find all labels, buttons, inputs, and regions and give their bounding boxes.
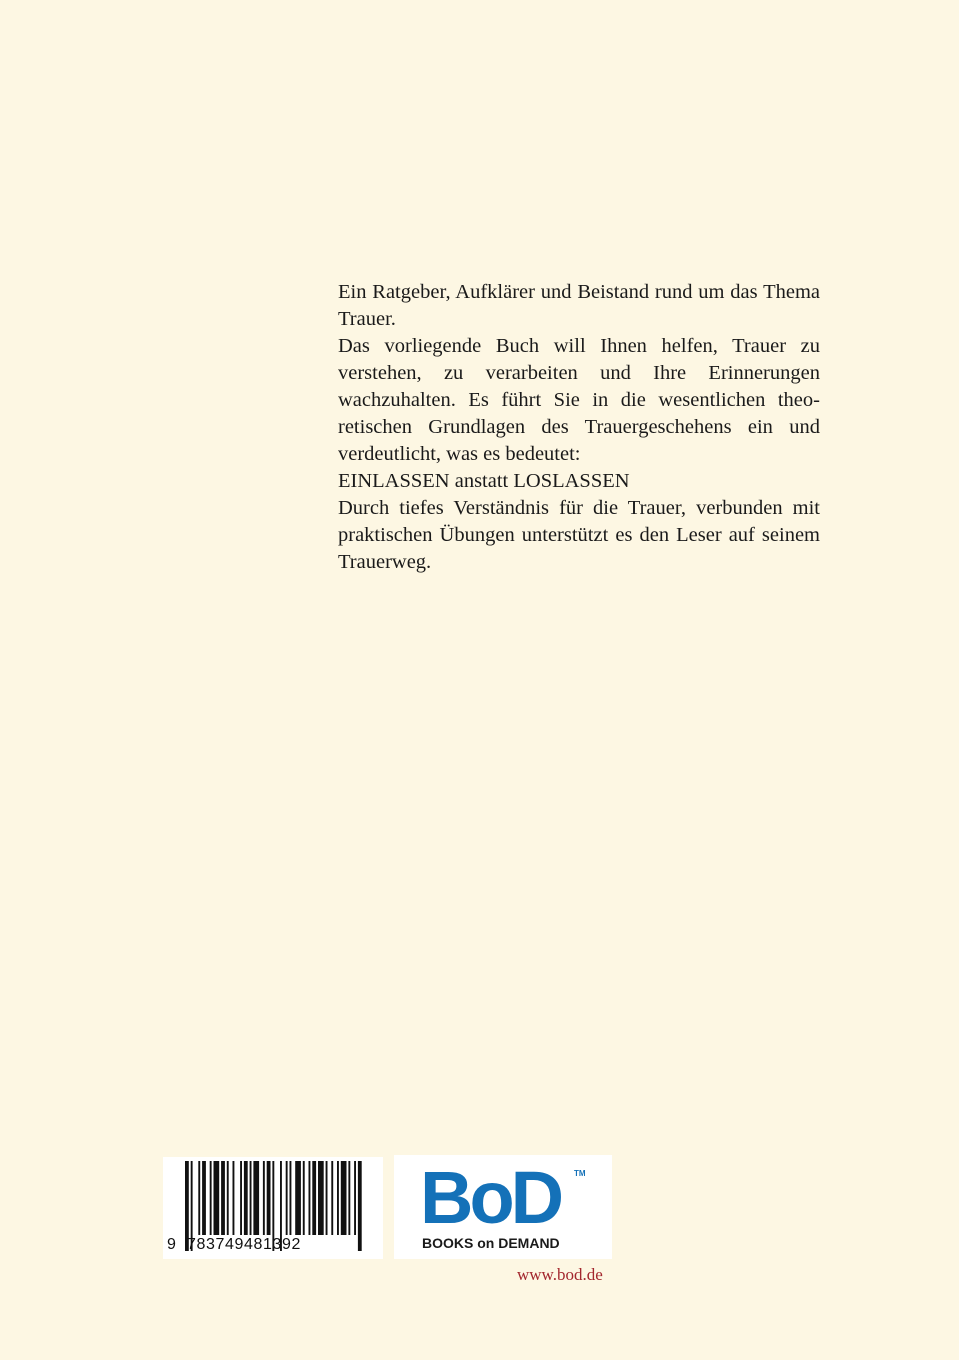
back-cover-blurb [338,279,820,576]
isbn-digits [167,1236,379,1254]
blurb-paragraph-3: EINLASSEN anstatt LOSLASSEN [338,470,630,492]
bod-logo-mark: BoD [420,1156,561,1239]
trademark-symbol: TM [574,1169,586,1178]
bod-logo-subtitle: BOOKS on DEMAND [422,1235,560,1251]
blurb-paragraph-2: Das vorliegende Buch will Ihnen helfen, Trauer zu verstehen, zu verarbeiten und Ihre Erinnerungen wachzuhalten. Es führt Sie in die wesentlichen theoretischen Grundlagen des Trauergeschehens ein und verdeutlicht, was es bedeutet: [338,335,820,465]
isbn-lead-digit: 9 [167,1236,177,1253]
isbn-number: 783749481392 [187,1236,301,1253]
bod-logo [394,1155,612,1259]
blurb-paragraph-1: Ein Ratgeber, Aufklärer und Beistand rund um das Thema Trauer. [338,281,820,330]
publisher-website: www.bod.de [517,1265,603,1284]
isbn-barcode [163,1157,383,1259]
blurb-paragraph-4: Durch tiefes Verständnis für die Trauer, verbunden mit praktischen Übungen unterstützt es den Leser auf seinem Trauerweg. [338,497,820,573]
